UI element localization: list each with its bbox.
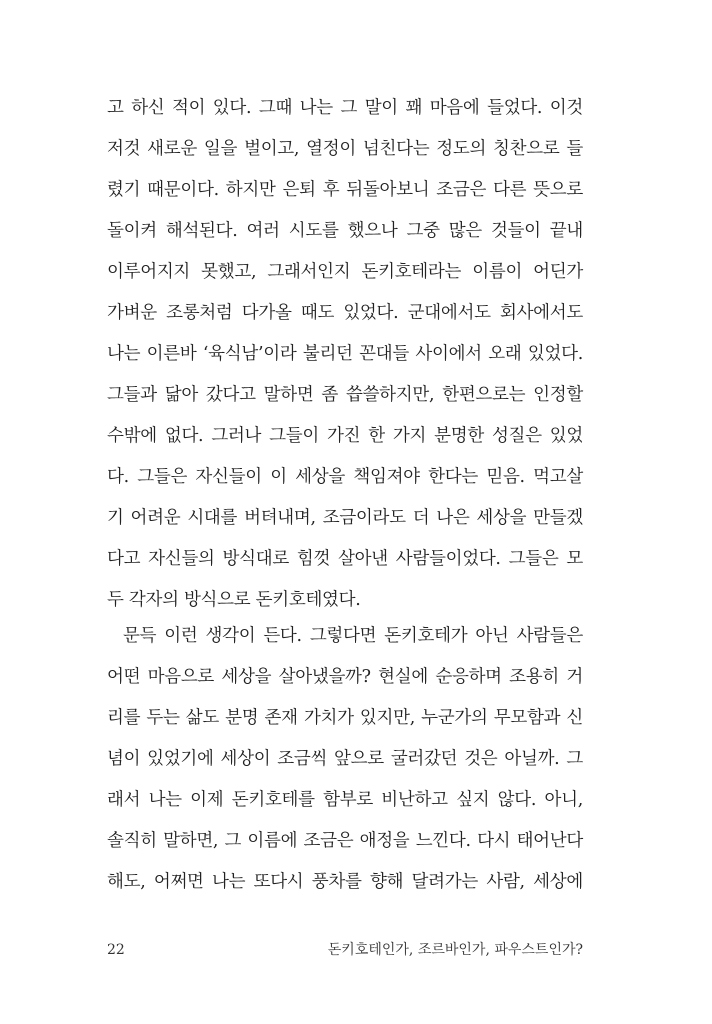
text-line: 해도, 어쩌면 나는 또다시 풍차를 향해 달려가는 사람, 세상에: [107, 872, 583, 892]
text-line: 다고 자신들의 방식대로 힘껏 살아낸 사람들이었다. 그들은 모: [107, 549, 583, 569]
text-line: 기 어려운 시대를 버텨내며, 조금이라도 더 나은 세상을 만들겠: [107, 508, 583, 528]
page-footer: [107, 938, 583, 962]
running-title: 돈키호테인가, 조르바인가, 파우스트인가?: [327, 942, 583, 958]
text-line: 념이 있었기에 세상이 조금씩 앞으로 굴러갔던 것은 아닐까. 그: [107, 749, 583, 769]
text-line: 렸기 때문이다. 하지만 은퇴 후 뒤돌아보니 조금은 다른 뜻으로: [107, 180, 583, 200]
text-line: 돌이켜 해석된다. 여러 시도를 했으나 그중 많은 것들이 끝내: [107, 221, 583, 241]
text-line: 솔직히 말하면, 그 이름에 조금은 애정을 느낀다. 다시 태어난다: [107, 831, 583, 851]
body-paragraph-2: [107, 616, 583, 903]
text-line: 문득 이런 생각이 든다. 그렇다면 돈키호테가 아닌 사람들은: [123, 626, 583, 646]
body-paragraph-1: [107, 88, 583, 621]
text-line: 수밖에 없다. 그러나 그들이 가진 한 가지 분명한 성질은 있었: [107, 426, 583, 446]
text-line: 나는 이른바 ‘육식남’이라 불리던 꼰대들 사이에서 오래 있었다.: [107, 344, 583, 364]
text-line: 저것 새로운 일을 벌이고, 열정이 넘친다는 정도의 칭찬으로 들: [107, 139, 583, 159]
text-line: 래서 나는 이제 돈키호테를 함부로 비난하고 싶지 않다. 아니,: [107, 790, 583, 810]
text-line: 이루어지지 못했고, 그래서인지 돈키호테라는 이름이 어딘가: [107, 262, 583, 282]
text-line: 고 하신 적이 있다. 그때 나는 그 말이 꽤 마음에 들었다. 이것: [107, 98, 583, 118]
text-line: 리를 두는 삶도 분명 존재 가치가 있지만, 누군가의 무모함과 신: [107, 708, 583, 728]
text-line: 두 각자의 방식으로 돈키호테였다.: [107, 590, 361, 610]
page-number: 22: [107, 942, 125, 958]
text-line: 가벼운 조롱처럼 다가올 때도 있었다. 군대에서도 회사에서도: [107, 303, 583, 323]
text-line: 어떤 마음으로 세상을 살아냈을까? 현실에 순응하며 조용히 거: [107, 667, 583, 687]
text-line: 그들과 닮아 갔다고 말하면 좀 씁쓸하지만, 한편으로는 인정할: [107, 385, 583, 405]
text-line: 다. 그들은 자신들이 이 세상을 책임져야 한다는 믿음. 먹고살: [107, 467, 583, 487]
